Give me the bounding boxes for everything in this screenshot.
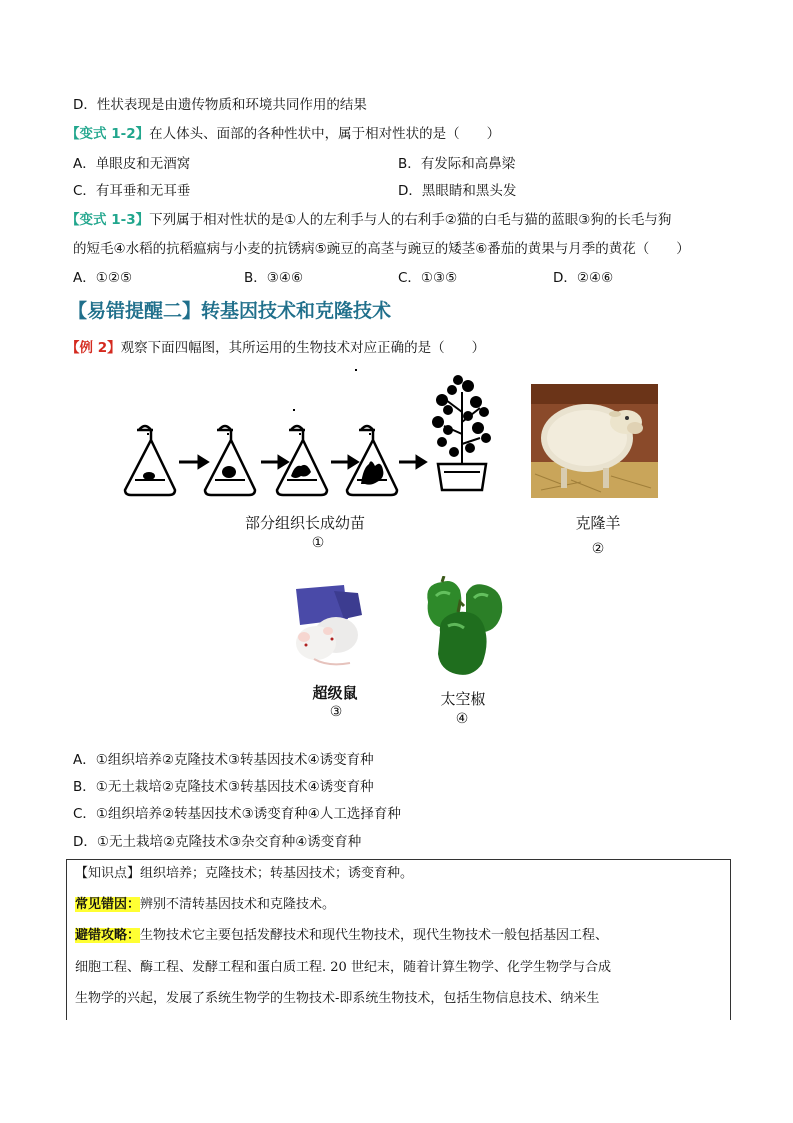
variant-1-2-option-b: B．有发际和高鼻梁 (398, 156, 516, 172)
space-pepper-image (420, 576, 506, 680)
variant-1-2-option-c: C．有耳垂和无耳垂 (73, 183, 191, 199)
variant-tag: 【变式 1-3】 (66, 212, 150, 228)
avoid-strategy-line-2: 细胞工程、酶工程、发酵工程和蛋白质工程. 20 世纪末，随着计算生物学、化学生物学与合成 (75, 960, 611, 975)
figure-4-caption: 太空椒 (440, 690, 486, 708)
variant-tag: 【变式 1-2】 (66, 126, 150, 142)
example-2-option-d: D．①无土栽培②克隆技术③杂交育种④诱变育种 (73, 834, 362, 850)
variant-1-3-option-d: D．②④⑥ (553, 270, 614, 286)
figure-2-caption: 克隆羊 (575, 514, 621, 532)
section-title: 【易错提醒二】转基因技术和克隆技术 (68, 300, 392, 322)
cloned-sheep-image (531, 384, 658, 498)
avoid-strategy-label: 避错攻略： (75, 928, 141, 943)
figure-1-caption: 部分组织长成幼苗 (244, 514, 365, 532)
figure-1-number: ① (311, 535, 325, 551)
variant-1-2-option-d: D．黑眼睛和黑头发 (398, 183, 517, 199)
example-question: 观察下面四幅图，其所运用的生物技术对应正确的是（ ） (120, 340, 486, 356)
example-2-option-c: C．①组织培养②转基因技术③诱变育种④人工选择育种 (73, 806, 401, 822)
variant-1-3 (66, 210, 671, 230)
knowledge-box (66, 859, 731, 1020)
figure-2-number: ② (591, 541, 605, 557)
variant-1-2-option-a: A．单眼皮和无酒窝 (73, 156, 191, 172)
example-2-option-a: A．①组织培养②克隆技术③转基因技术④诱变育种 (73, 752, 374, 768)
figure-3-number: ③ (329, 704, 343, 720)
seedling-plant-icon (428, 372, 496, 492)
variant-1-3-option-c: C．①③⑤ (398, 270, 458, 286)
variant-1-3-option-b: B．③④⑥ (244, 270, 304, 286)
avoid-strategy-text: 生物技术它主要包括发酵技术和现代生物技术，现代生物技术一般包括基因工程、 (140, 928, 609, 943)
super-mouse-image (288, 585, 370, 671)
example-2-option-b: B．①无土栽培②克隆技术③转基因技术④诱变育种 (73, 779, 374, 795)
variant-1-2 (66, 124, 500, 144)
knowledge-points: 【知识点】组织培养；克隆技术；转基因技术；诱变育种。 (75, 866, 414, 881)
variant-question: 在人体头、面部的各种性状中，属于相对性状的是（ ） (149, 126, 501, 142)
example-2 (66, 338, 485, 358)
common-mistake-text: 辨别不清转基因技术和克隆技术。 (140, 897, 336, 912)
variant-1-3-option-a: A．①②⑤ (73, 270, 133, 286)
variant-question: 下列属于相对性状的是①人的左利手与人的右利手②猫的白毛与猫的蓝眼③狗的长毛与狗 (149, 212, 672, 228)
avoid-strategy (75, 926, 608, 946)
common-mistake-label: 常见错因： (75, 897, 141, 912)
common-mistake (75, 895, 335, 915)
figure-4-number: ④ (455, 711, 469, 727)
variant-1-3-continued: 的短毛④水稻的抗稻瘟病与小麦的抗锈病⑤豌豆的高茎与豌豆的矮茎⑥番茄的黄果与月季的黄花（ ） (73, 241, 690, 257)
example-tag: 【例 2】 (66, 340, 121, 356)
question-option-d: D．性状表现是由遗传物质和环境共同作用的结果 (73, 97, 367, 113)
figure-3-caption: 超级鼠 (312, 684, 358, 702)
avoid-strategy-line-3: 生物学的兴起，发展了系统生物学的生物技术-即系统生物技术，包括生物信息技术、纳米生 (75, 991, 600, 1006)
